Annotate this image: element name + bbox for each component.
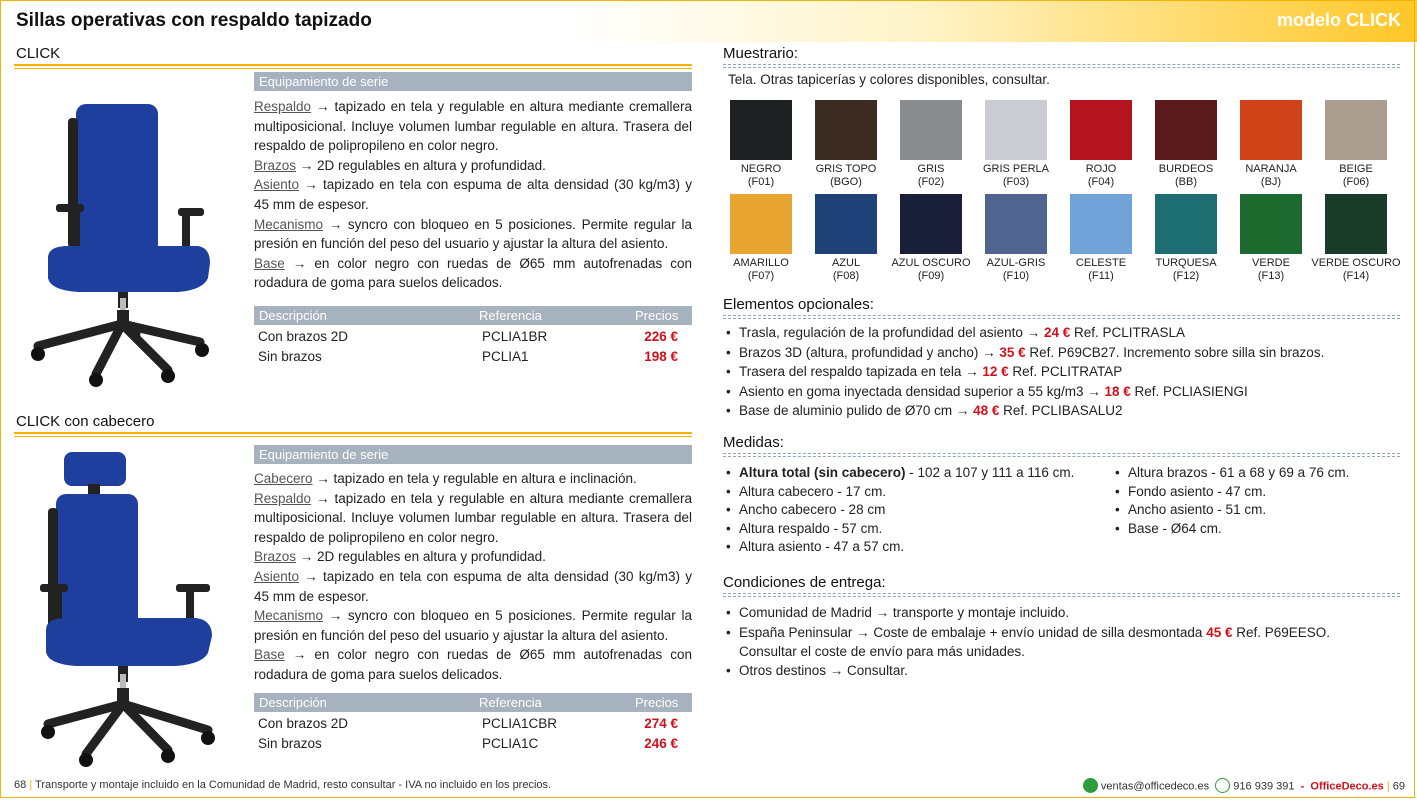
swatch-name: VERDE OSCURO: [1311, 257, 1401, 269]
price-table-header: [254, 306, 692, 325]
color-swatch: [900, 100, 962, 160]
swatch-label: [971, 163, 1061, 189]
row-description: Sin brazos: [258, 736, 322, 751]
email-icon: [1083, 778, 1098, 793]
page-number-right: 69: [1392, 780, 1405, 793]
col-description: Descripción: [259, 308, 327, 323]
page-number-left: 68: [14, 779, 27, 791]
equipment-band: Equipamiento de serie: [254, 72, 692, 91]
color-swatch: [985, 194, 1047, 254]
phone-number[interactable]: 916 939 391: [1233, 780, 1295, 793]
header-bar: [0, 0, 1417, 42]
delivery-item: [739, 623, 1394, 643]
col-description: Descripción: [259, 695, 327, 710]
section-rule: [14, 432, 692, 434]
swatch-code: (F10): [1002, 270, 1030, 282]
swatch-code: (F03): [1002, 176, 1030, 188]
whatsapp-icon: [1215, 778, 1230, 793]
optional-text: Trasla, regulación de la profundidad del asiento →: [739, 325, 1044, 340]
swatch-code: (F01): [747, 176, 775, 188]
measure-value: Altura respaldo - 57 cm.: [739, 520, 883, 536]
row-reference: PCLIA1CBR: [482, 716, 558, 731]
swatch-label: [716, 163, 806, 189]
optional-price: 18 €: [1104, 383, 1131, 399]
optional-item: [739, 401, 1122, 421]
optional-item: [739, 323, 1185, 343]
swatch-label: [1141, 163, 1231, 189]
swatch-code: (F09): [917, 270, 945, 282]
swatch-name: ROJO: [1085, 163, 1117, 175]
measure-item: • Ancho asiento - 51 cm.: [1128, 500, 1266, 520]
row-price: 198 €: [644, 349, 678, 364]
row-description: Sin brazos: [258, 349, 322, 364]
optional-ref: Ref. PCLITRATAP: [1008, 364, 1123, 379]
measure-item: • Base - Ø64 cm.: [1128, 519, 1222, 539]
optional-item: [739, 382, 1248, 402]
chair-with-headrest-image: [36, 448, 226, 768]
color-swatch: [815, 194, 877, 254]
row-reference: PCLIA1: [482, 349, 529, 364]
swatch-name: BURDEOS: [1158, 163, 1214, 175]
color-swatch: [1240, 100, 1302, 160]
footer-separator: -: [1300, 780, 1305, 793]
col-price: Precios: [635, 695, 679, 710]
swatch-code: (F11): [1088, 270, 1114, 282]
feature-list: [254, 469, 692, 685]
section-divider: [723, 453, 1400, 454]
swatch-label: [1226, 163, 1316, 189]
feature-key: Mecanismo: [254, 216, 324, 232]
section-rule: [14, 64, 692, 66]
color-swatch: [815, 100, 877, 160]
optional-text: Base de aluminio pulido de Ø70 cm →: [739, 403, 974, 418]
swatch-name: GRIS: [917, 163, 945, 175]
row-reference: PCLIA1C: [482, 736, 539, 751]
row-price: 246 €: [644, 736, 678, 751]
measure-value: - 102 a 107 y 111 a 116 cm.: [905, 465, 1075, 480]
feature-text: → tapizado en tela y regulable en altura e inclinación.: [312, 471, 637, 486]
color-swatch: [1070, 194, 1132, 254]
table-row: [254, 347, 692, 367]
color-swatch: [730, 100, 792, 160]
swatch-code: (F12): [1172, 270, 1200, 282]
row-reference: PCLIA1BR: [482, 329, 548, 344]
delivery-text: España Peninsular → Coste de embalaje + envío unidad de silla desmontada: [739, 625, 1207, 640]
swatch-name: CELESTE: [1075, 257, 1127, 269]
measure-item: [739, 537, 904, 557]
product-title: CLICK: [16, 45, 61, 62]
feature-key: Asiento: [254, 568, 300, 584]
col-reference: Referencia: [479, 308, 542, 323]
feature-key: Base: [254, 255, 285, 271]
delivery-item: • Otros destinos → Consultar.: [739, 661, 908, 681]
optional-text: Asiento en goma inyectada densidad superior a 55 kg/m3 →: [739, 383, 1105, 399]
measure-item: [739, 463, 1074, 483]
feature-text: → en color negro con ruedas de Ø65 mm autofrenadas con rodadura de goma para suelos delicados.: [254, 647, 692, 682]
optional-ref: Ref. PCLIASIENGI: [1130, 383, 1248, 399]
swatch-label: [801, 257, 891, 283]
feature-text: → en color negro con ruedas de Ø65 mm autofrenadas con rodadura de goma para suelos delicados.: [254, 255, 692, 291]
color-swatch: [1155, 100, 1217, 160]
price-table-header: [254, 693, 692, 712]
col-reference: Referencia: [479, 695, 542, 710]
swatch-label: [716, 257, 806, 283]
optional-text: Brazos 3D (altura, profundidad y ancho) →: [739, 344, 1000, 360]
measure-value: Altura asiento - 47 a 57 cm.: [739, 539, 905, 554]
swatch-label: [1311, 163, 1401, 189]
measure-item: • Altura brazos - 61 a 68 y 69 a 76 cm.: [1128, 463, 1349, 483]
feature-list: [254, 97, 692, 293]
footer-text: Transporte y montaje incluido en la Comunidad de Madrid, resto consultar - IVA no incluido en los precios.: [35, 779, 552, 791]
brand-link[interactable]: OfficeDeco.es: [1310, 780, 1384, 793]
swatch-label: [886, 163, 976, 189]
optional-price: 35 €: [999, 344, 1026, 360]
measure-label: Altura total (sin cabecero): [739, 465, 906, 480]
optional-item: [739, 343, 1324, 363]
optional-title: Elementos opcionales:: [723, 296, 874, 313]
color-swatch: [730, 194, 792, 254]
optional-ref: Ref. PCLITRASLA: [1070, 325, 1186, 340]
swatch-name: AMARILLO: [733, 257, 789, 269]
feature-text: → tapizado en tela y regulable en altura mediante cremallera multiposicional. Incluye volumen lumbar regulable en altura. Trasera del respaldo de polipropileno en color negro.: [254, 99, 692, 154]
row-description: Con brazos 2D: [258, 716, 349, 731]
swatch-name: NARANJA: [1245, 163, 1297, 175]
optional-price: 48 €: [973, 403, 1000, 418]
swatch-name: AZUL OSCURO: [891, 257, 971, 269]
swatch-code: (F04): [1087, 176, 1115, 188]
optional-item: [739, 362, 1122, 382]
measures-title: Medidas:: [723, 434, 784, 451]
table-row: [254, 734, 692, 754]
swatch-label: [1226, 257, 1316, 283]
optional-price: 12 €: [982, 364, 1009, 379]
feature-key: Brazos: [254, 549, 297, 565]
color-swatch: [900, 194, 962, 254]
footer-note: 68 | Transporte y montaje incluido en la Comunidad de Madrid, resto consultar - IVA no incluido en los precios.: [14, 779, 552, 791]
product-title: CLICK con cabecero: [16, 413, 155, 430]
table-row: [254, 327, 692, 347]
swatch-code: (F14): [1342, 270, 1370, 282]
measure-value: Ancho cabecero - 28 cm: [739, 502, 886, 517]
swatch-label: [886, 257, 976, 283]
chair-image: [18, 98, 218, 388]
swatch-name: NEGRO: [740, 163, 782, 175]
swatch-code: (F02): [917, 176, 945, 188]
swatch-code: (F08): [832, 270, 860, 282]
delivery-title: Condiciones de entrega:: [723, 574, 886, 591]
measure-item: [739, 519, 882, 539]
swatch-label: [971, 257, 1061, 283]
feature-key: Cabecero: [254, 471, 313, 486]
color-swatch: [1070, 100, 1132, 160]
feature-key: Respaldo: [254, 490, 312, 506]
swatch-code: (F06): [1342, 176, 1370, 188]
optional-ref: Ref. P69CB27. Incremento sobre silla sin brazos.: [1025, 344, 1325, 360]
model-label: modelo CLICK: [1277, 10, 1401, 30]
delivery-item: • Comunidad de Madrid → transporte y montaje incluido.: [739, 603, 1069, 623]
optional-price: 24 €: [1043, 325, 1071, 340]
delivery-note: Consultar el coste de envío para más unidades.: [739, 644, 1025, 659]
swatch-name: BEIGE: [1339, 163, 1373, 175]
feature-text: → 2D regulables en altura y profundidad.: [296, 549, 546, 565]
measure-value: Altura cabecero - 17 cm.: [739, 483, 887, 499]
swatch-label: [801, 163, 891, 189]
optional-ref: Ref. PCLIBASALU2: [999, 403, 1123, 418]
feature-text: → tapizado en tela con espuma de alta densidad (30 kg/m3) y 45 mm de espesor.: [254, 568, 692, 604]
row-price: 226 €: [644, 329, 678, 344]
swatch-label: [1311, 257, 1401, 283]
color-swatch: [1325, 194, 1387, 254]
equipment-band: Equipamiento de serie: [254, 445, 692, 464]
samples-title: Muestrario:: [723, 45, 799, 62]
swatch-name: AZUL-GRIS: [986, 257, 1046, 269]
feature-key: Respaldo: [254, 99, 312, 114]
row-description: Con brazos 2D: [258, 329, 349, 344]
swatch-name: GRIS PERLA: [982, 163, 1050, 175]
swatch-code: (F13): [1257, 270, 1285, 282]
feature-key: Brazos: [254, 157, 297, 173]
delivery-price: 45 €: [1206, 625, 1233, 640]
swatch-code: (BB): [1175, 176, 1197, 188]
feature-key: Base: [254, 647, 285, 663]
color-swatch: [1155, 194, 1217, 254]
optional-text: Trasera del respaldo tapizada en tela →: [739, 364, 983, 379]
measure-item: [739, 482, 886, 502]
feature-text: → syncro con bloqueo en 5 posiciones. Permite regular la presión en función del peso del usuario y ajustar la altura del asiento.: [254, 216, 692, 252]
section-divider: [723, 315, 1400, 316]
swatch-label: [1056, 163, 1146, 189]
page-title: Sillas operativas con respaldo tapizado: [16, 10, 372, 31]
feature-text: → 2D regulables en altura y profundidad.: [296, 157, 546, 173]
feature-text: → tapizado en tela con espuma de alta densidad (30 kg/m3) y 45 mm de espesor.: [254, 177, 692, 212]
measure-item: [739, 500, 885, 520]
feature-text: → tapizado en tela y regulable en altura mediante cremallera multiposicional. Incluye volumen lumbar regulable en altura. Trasera del respaldo de polipropileno en color negro.: [254, 490, 692, 545]
section-divider: [723, 593, 1400, 594]
swatch-name: GRIS TOPO: [815, 163, 877, 175]
swatch-code: (F07): [747, 270, 775, 282]
feature-key: Mecanismo: [254, 608, 324, 624]
swatch-name: VERDE: [1252, 257, 1290, 269]
color-swatch: [985, 100, 1047, 160]
swatch-code: (BGO): [830, 176, 862, 188]
swatch-name: TURQUESA: [1155, 257, 1217, 269]
swatch-name: AZUL: [831, 257, 861, 269]
row-price: 274 €: [644, 716, 678, 731]
feature-text: → syncro con bloqueo en 5 posiciones. Permite regular la presión en función del peso del usuario y ajustar la altura del asiento.: [254, 608, 692, 643]
swatch-code: (BJ): [1260, 176, 1282, 188]
feature-key: Asiento: [254, 177, 300, 193]
footer-contact: ventas@officedeco.es 916 939 391 - OfficeDeco.es | 69: [1083, 779, 1405, 794]
samples-subtitle: Tela. Otras tapicerías y colores disponibles, consultar.: [728, 72, 1050, 87]
section-divider: [723, 64, 1400, 65]
swatch-label: [1141, 257, 1231, 283]
color-swatch: [1325, 100, 1387, 160]
col-price: Precios: [635, 308, 679, 323]
swatch-label: [1056, 257, 1146, 283]
delivery-ref: Ref. P69EESO.: [1232, 625, 1331, 640]
measure-item: • Fondo asiento - 47 cm.: [1128, 482, 1266, 502]
color-swatch: [1240, 194, 1302, 254]
email-link[interactable]: ventas@officedeco.es: [1100, 780, 1210, 793]
table-row: [254, 714, 692, 734]
